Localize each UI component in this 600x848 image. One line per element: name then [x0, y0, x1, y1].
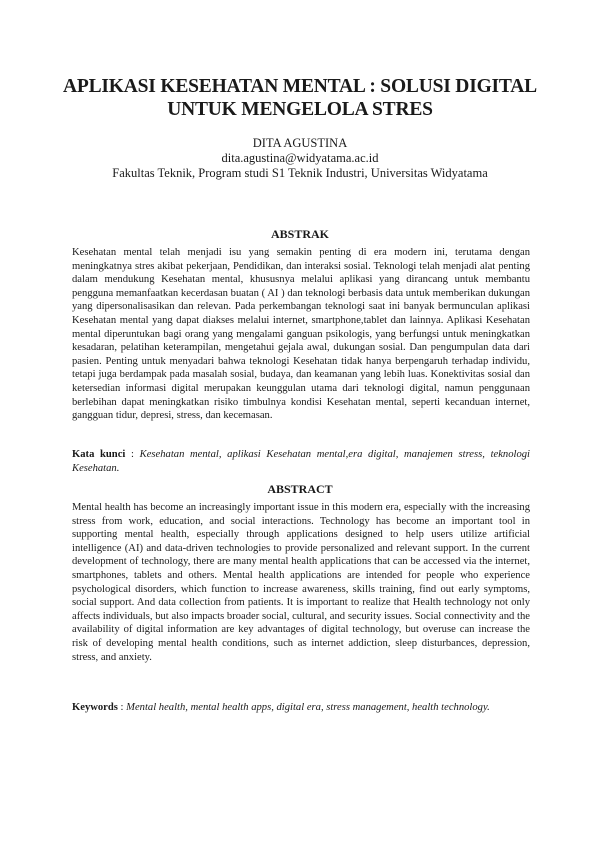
title-line-1: APLIKASI KESEHATAN MENTAL : SOLUSI DIGITAL [63, 76, 537, 97]
title-line-2: UNTUK MENGELOLA STRES [167, 99, 433, 120]
abstrak-heading: ABSTRAK [270, 227, 329, 241]
author-name: DITA AGUSTINA [252, 136, 348, 150]
abstract-body: Mental health has become an increasingly important issue in this modern era, especially with the increasing stress from work, education, and social interactions. Technology has become an important tool in supporting mental health, especially through applications designed to help users utilize artificial intelligence (AI) and data-driven technologies to provide personalized and relevant support. In the current development of technology, there are many mental health applications that can be accessed via the internet, smartphones, tablets and others. Mental health applications are intended for people who experience psychological disorders, which function to increase awareness, skills training, find out early symptoms, social support. And data collection from patients. It is important to realize that Health technology not only affects individuals, but also impacts broader social, cultural, and security issues. Social connectivity and the availability of digital information are key advantages of digital technology, but overuse can increase the risk of developing mental health conditions, such as internet addiction, sleep disturbances, depression, stress, and anxiety. [72, 502, 530, 663]
keywords [72, 701, 530, 715]
abstrak-body: Kesehatan mental telah menjadi isu yang semakin penting di era modern ini, terutama dengan meningkatnya stres akibat pekerjaan, Pendidikan, dan interaksi sosial. Teknologi telah menjadi alat penting dalam mendukung Kesehatan mental, khususnya melalui aplikasi yang dirancang untuk membantu pengguna memanfaatkan kecerdasan buatan ( AI ) dan teknologi berbasis data untuk memberikan dukungan yang dipersonalisasikan dan relevan. Pada perkembangan teknologi saat ini banyak bermunculan aplikasi Kesehatan mental yang dapat diakses melalui internet, smartphone,tablet dan lainnya. Aplikasi Kesehatan mental diperuntukan bagi orang yang mengalami ganguan psikologis, yang berfungsi untuk meningkatkan kesadaran, pelatihan keterampilan, mengetahui gejala awal, dukungan sosial. Dan pengumpulan data dari pasien. Penting untuk menyadari bahwa teknologi Kesehatan tidak hanya berpengaruh terhadap individu, tetapi juga berdampak pada masalah sosial, budaya, dan keamanan yang lebih luas. Konektivitas sosial dan ketersedian informasi digital merupakan keunggulan utama dari teknologi digital, namun penggunaan berlebihan dapat meningkatkan risiko timbulnya kondisi Kesehatan mental, seperti kecanduan internet, gangguan tidur, depresi, stress, dan kecemasan. [72, 247, 530, 422]
keywords-list: Mental health, mental health apps, digital era, stress management, health technology. [126, 702, 490, 713]
author-block [40, 136, 560, 181]
author-email: dita.agustina@widyatama.ac.id [221, 151, 379, 165]
kata-kunci-label: Kata kunci [72, 449, 126, 460]
author-affiliation: Fakultas Teknik, Program studi S1 Teknik Industri, Universitas Widyatama [112, 166, 488, 180]
kata-kunci-list: Kesehatan mental, aplikasi Kesehatan mental,era digital, manajemen stress, teknologi Kesehatan. [72, 449, 530, 474]
keywords-label: Keywords [72, 702, 118, 713]
paper-title [40, 75, 560, 121]
kata-kunci [72, 448, 530, 475]
abstract-heading: ABSTRACT [267, 482, 333, 496]
kata-kunci-separator: : [125, 449, 140, 460]
keywords-separator: : [117, 702, 127, 713]
